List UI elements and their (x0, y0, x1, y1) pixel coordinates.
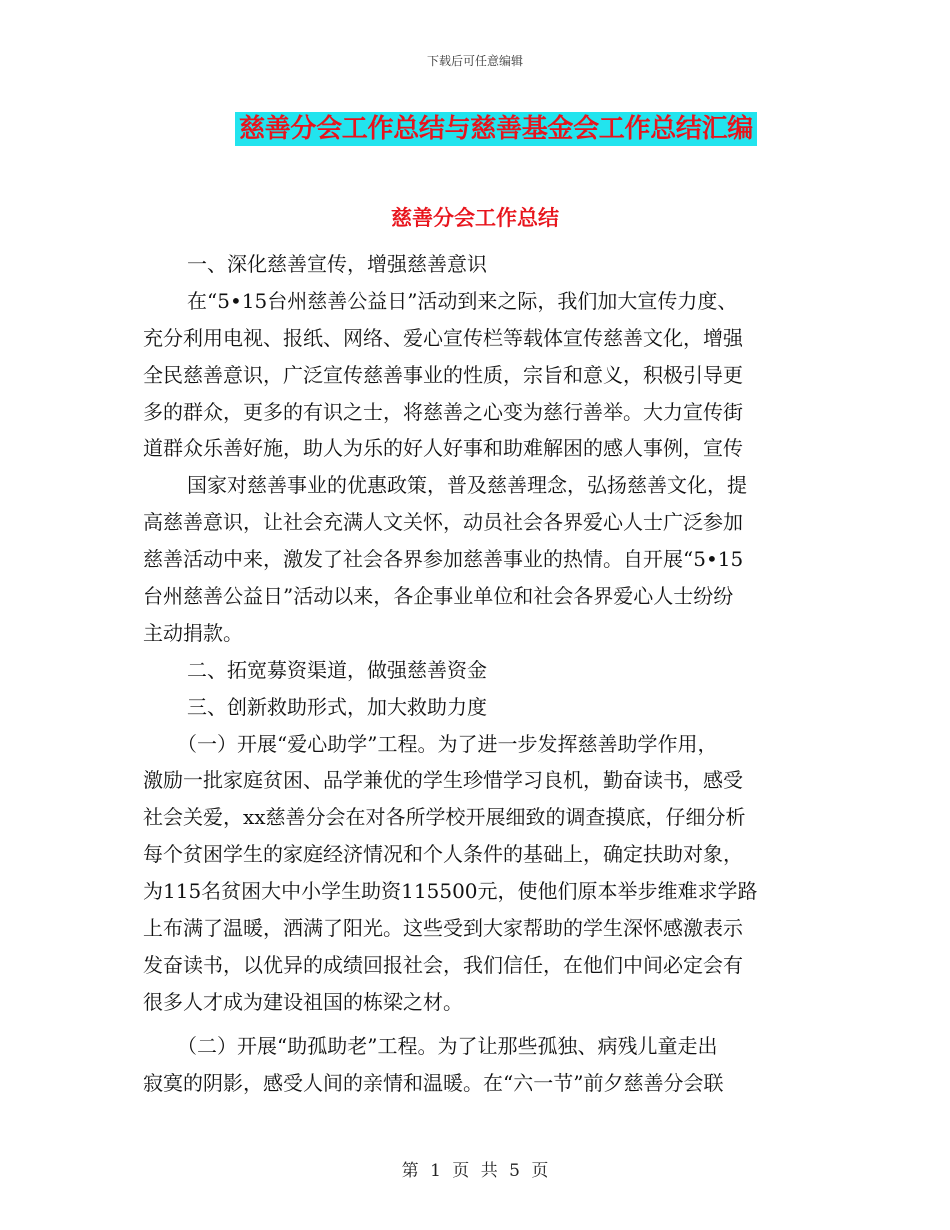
paragraph-line: 慈善活动中来，激发了社会各界参加慈善事业的热情。自开展“5•15 (143, 547, 744, 572)
document-title: 慈善分会工作总结与慈善基金会工作总结汇编 (235, 112, 757, 146)
paragraph-line: 为115名贫困大中小学生助资115500元，使他们原本举步维难求学路 (143, 879, 758, 904)
page-number: 第 1 页 共 5 页 (401, 1161, 549, 1181)
paragraph-line: 上布满了温暖，洒满了阳光。这些受到大家帮助的学生深怀感激表示 (143, 916, 743, 941)
paragraph-line: 寂寞的阴影，感受人间的亲情和温暖。在“六一节”前夕慈善分会联 (143, 1070, 724, 1095)
paragraph-line: 激励一批家庭贫困、品学兼优的学生珍惜学习良机，勤奋读书，感受 (143, 768, 743, 793)
document-body (143, 246, 807, 1101)
paragraph-line: 每个贫困学生的家庭经济情况和个人条件的基础上，确定扶助对象， (143, 842, 743, 867)
section-title: 慈善分会工作总结 (391, 205, 559, 230)
paragraph-line: 多的群众，更多的有识之士，将慈善之心变为慈行善举。大力宣传街 (143, 399, 743, 424)
paragraph-line: 国家对慈善事业的优惠政策，普及慈善理念，弘扬慈善文化，提 (187, 473, 747, 498)
paragraph-line: 高慈善意识，让社会充满人文关怀，动员社会各界爱心人士广泛参加 (143, 510, 743, 535)
paragraph-line: （二）开展“助孤助老”工程。为了让那些孤独、病残儿童走出 (177, 1033, 718, 1058)
paragraph-line: 台州慈善公益日”活动以来，各企事业单位和社会各界爱心人士纷纷 (143, 584, 734, 609)
header-note: 下载后可任意编辑 (426, 54, 523, 68)
paragraph-line: 道群众乐善好施，助人为乐的好人好事和助难解困的感人事例，宣传 (143, 436, 743, 461)
heading-1: 一、深化慈善宣传，增强慈善意识 (187, 252, 487, 276)
paragraph-line: 充分利用电视、报纸、网络、爱心宣传栏等载体宣传慈善文化，增强 (143, 325, 743, 350)
paragraph-line: （一）开展“爱心助学”工程。为了进一步发挥慈善助学作用， (177, 731, 718, 756)
heading-2: 二、拓宽募资渠道，做强慈善资金 (187, 657, 487, 682)
paragraph-line: 主动捐款。 (143, 620, 243, 645)
paragraph-line: 发奋读书，以优异的成绩回报社会，我们信任，在他们中间必定会有 (143, 952, 743, 977)
paragraph-line: 社会关爱，xx慈善分会在对各所学校开展细致的调查摸底，仔细分析 (143, 805, 746, 830)
paragraph-line: 在“5•15台州慈善公益日”活动到来之际，我们加大宣传力度、 (187, 288, 738, 313)
paragraph-line: 全民慈善意识，广泛宣传慈善事业的性质，宗旨和意义，积极引导更 (143, 362, 743, 387)
heading-3: 三、创新救助形式，加大救助力度 (187, 694, 487, 719)
paragraph-line: 很多人才成为建设祖国的栋梁之材。 (143, 989, 463, 1014)
